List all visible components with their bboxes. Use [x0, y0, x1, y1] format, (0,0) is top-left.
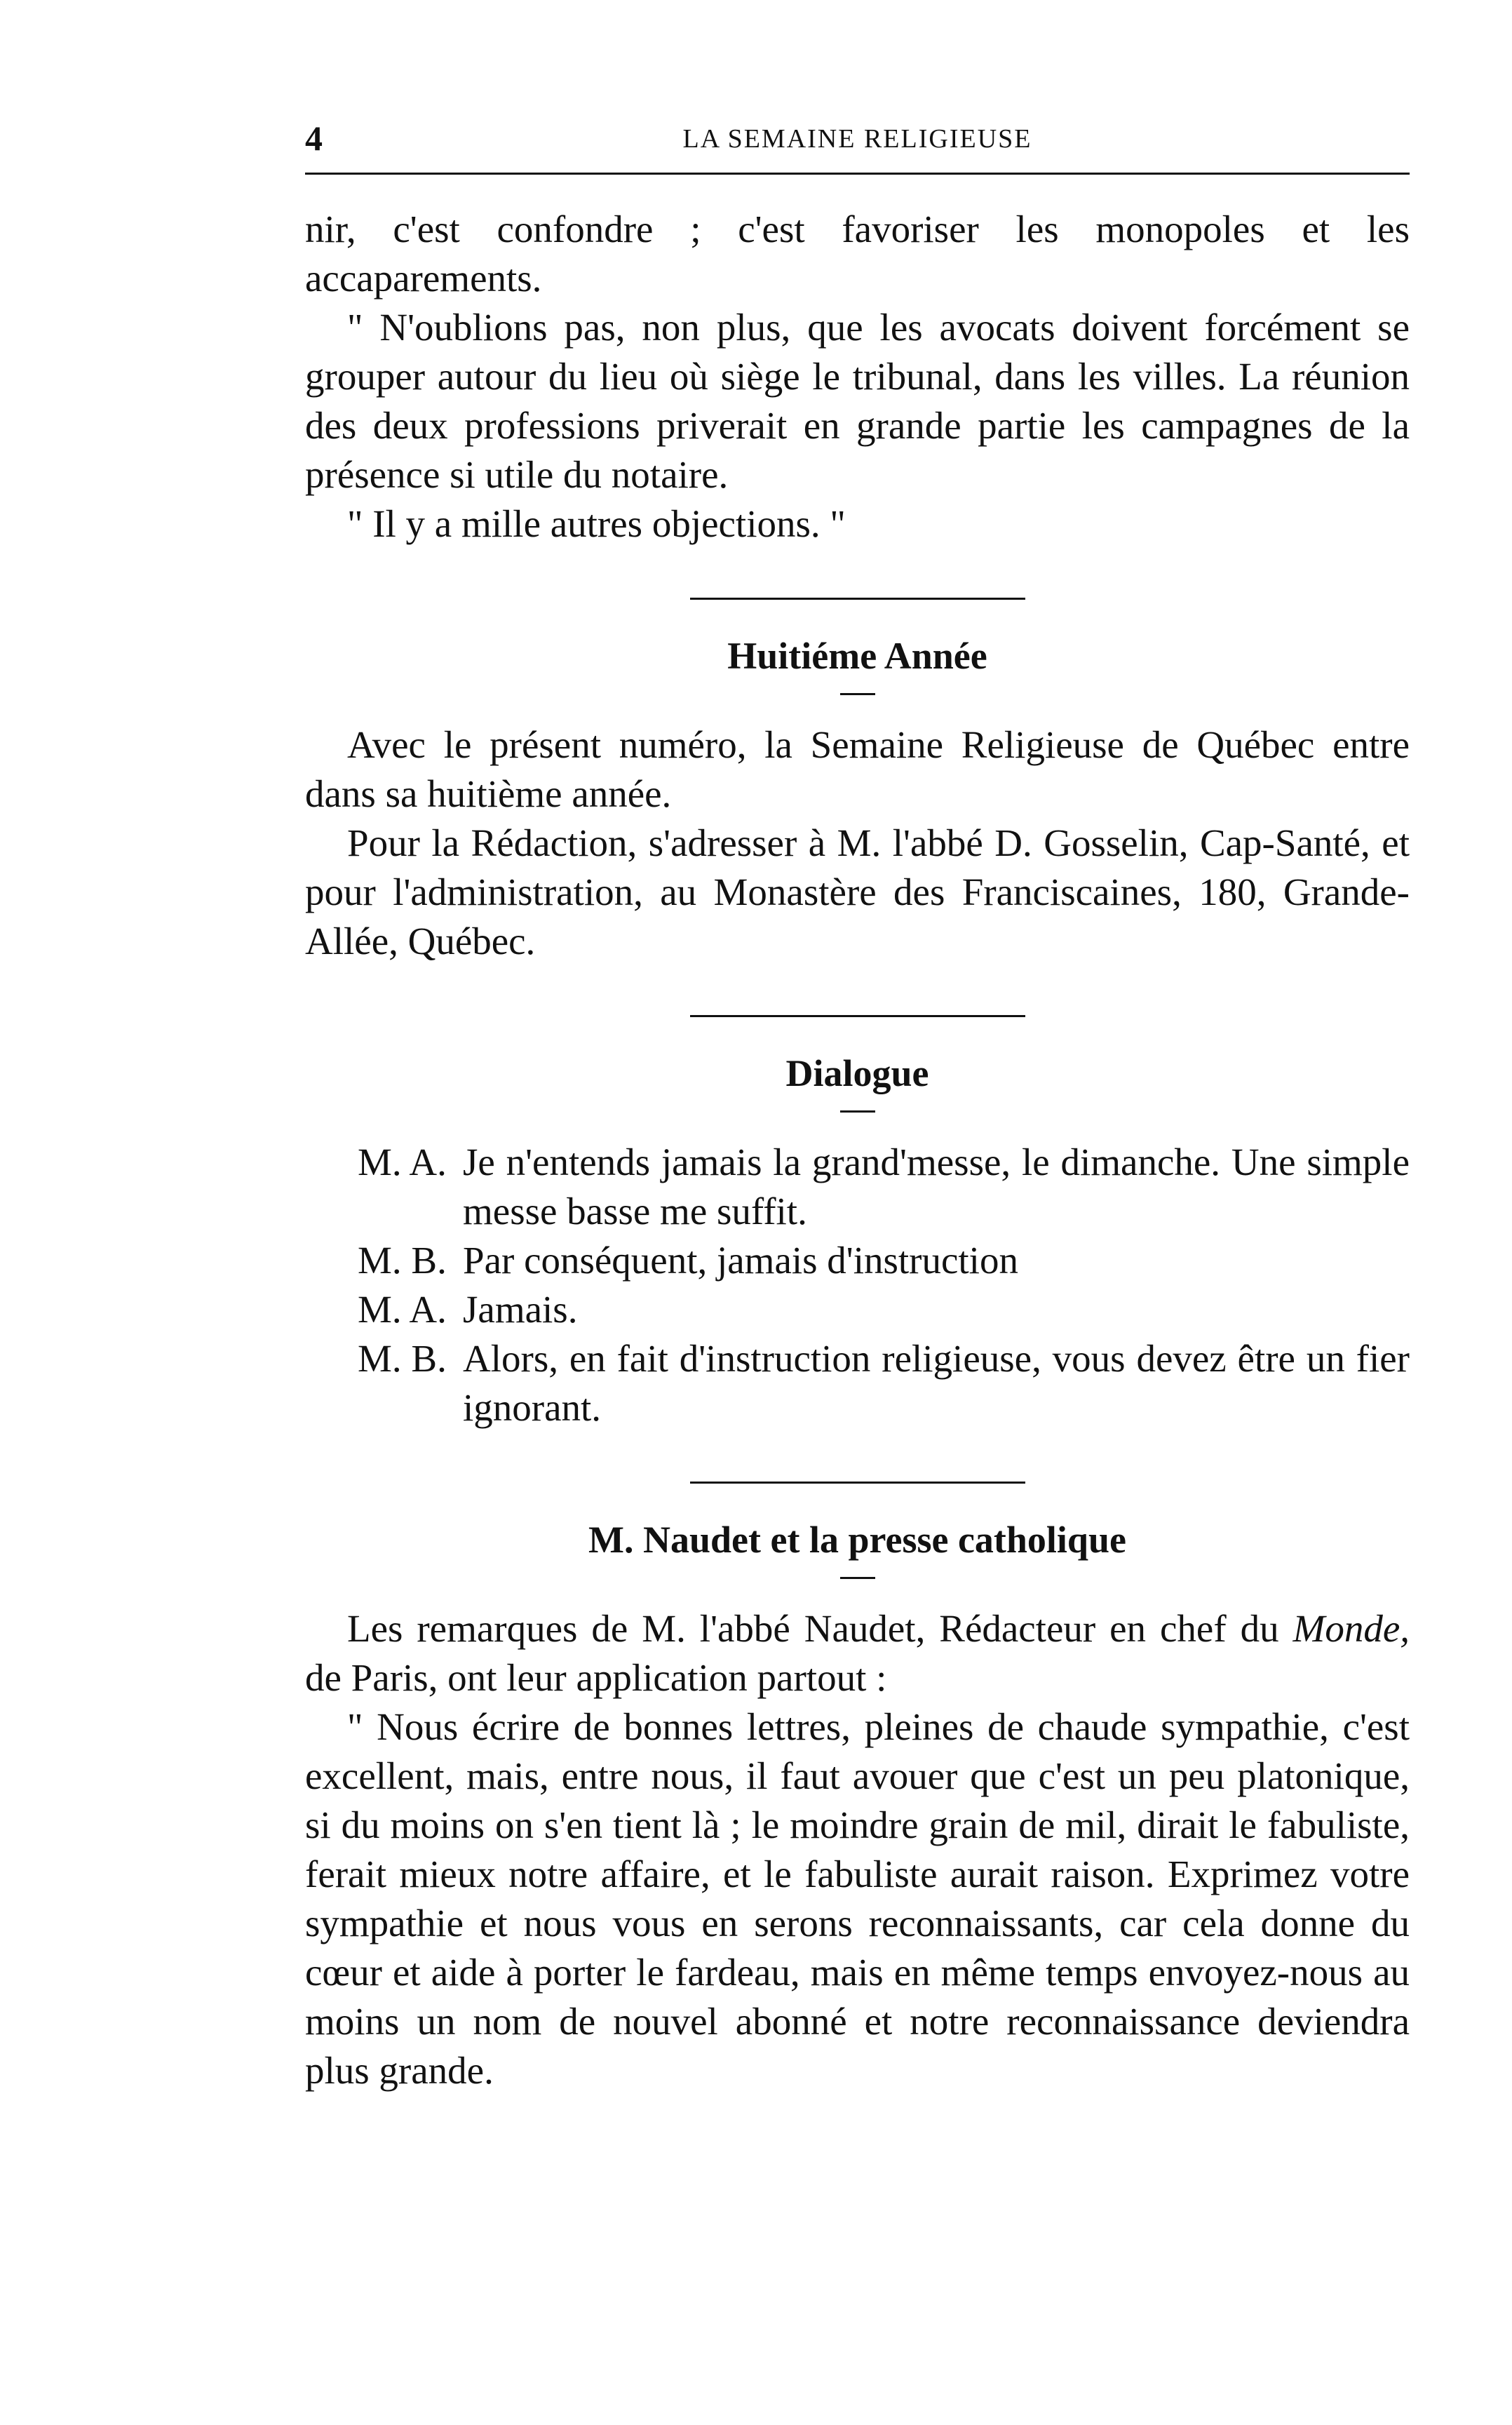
dialogue-speech: Par conséquent, jamais d'instruction [463, 1239, 1018, 1282]
dialogue-speaker: M. B. [358, 1337, 447, 1380]
dialogue-line [358, 1236, 1410, 1285]
dialogue-line [358, 1285, 1410, 1334]
text-run: de Paris, ont leur application partout : [305, 1656, 887, 1699]
paragraph [305, 1604, 1410, 1702]
dialogue-speech: Jamais. [463, 1288, 578, 1331]
title-dash [840, 1577, 875, 1579]
dialogue-speaker: M. A. [358, 1288, 447, 1331]
paragraph: " Il y a mille autres objections. " [347, 502, 846, 545]
dialogue-speaker: M. A. [358, 1141, 447, 1183]
dialogue-line [358, 1334, 1410, 1432]
paragraph: Avec le présent numéro, la Semaine Religieuse de Québec entre dans sa huitième année. [305, 723, 1410, 815]
section-separator [690, 598, 1025, 600]
section-title-naudet: M. Naudet et la presse catholique [588, 1519, 1126, 1561]
dialogue [358, 1138, 1410, 1432]
page [305, 105, 1410, 2092]
dialogue-line [358, 1138, 1410, 1236]
paragraph: Pour la Rédaction, s'adresser à M. l'abbé D. Gosselin, Cap-Santé, et pour l'administration, au Monastère des Franciscaines, 180, Grande-Allée, Québec. [305, 821, 1410, 962]
section-separator [690, 1482, 1025, 1484]
title-dash [840, 1110, 875, 1113]
dialogue-speech: Alors, en fait d'instruction religieuse, vous devez être un fier ignorant. [463, 1337, 1410, 1429]
section-title-huitieme: Huitiéme Année [727, 635, 987, 677]
newspaper-title: Monde, [1292, 1607, 1410, 1650]
dialogue-speaker: M. B. [358, 1239, 447, 1282]
paragraph: " N'oublions pas, non plus, que les avocats doivent forcément se grouper autour du lieu où siège le tribunal, dans les villes. La réunion des deux professions priverait en grande partie les campagnes de la présence si utile du notaire. [305, 306, 1410, 496]
section-separator [690, 1015, 1025, 1017]
page-number: 4 [305, 119, 323, 158]
text-run: Les remarques de M. l'abbé Naudet, Rédacteur en chef du [347, 1607, 1293, 1650]
dialogue-speech: Je n'entends jamais la grand'messe, le dimanche. Une simple messe basse me suffit. [463, 1141, 1410, 1232]
running-title: LA SEMAINE RELIGIEUSE [682, 124, 1032, 154]
page-body [305, 205, 1410, 2095]
paragraph: nir, c'est confondre ; c'est favoriser les monopoles et les accaparements. [305, 208, 1410, 300]
paragraph: " Nous écrire de bonnes lettres, pleines de chaude sympathie, c'est excellent, mais, entre nous, il faut avouer que c'est un peu platonique, si du moins on s'en tient là ; le moindre grain de mil, dirait le fabuliste, ferait mieux notre affaire, et le fabuliste aurait raison. Exprimez votre sympathie et nous vous en serons reconnaissants, car cela donne du cœur et aide à porter le fardeau, mais en même temps envoyez-nous au moins un nom de nouvel abonné et notre reconnaissance deviendra plus grande. [305, 1705, 1410, 2092]
page-header [305, 105, 1410, 168]
title-dash [840, 693, 875, 695]
header-rule [305, 173, 1410, 175]
section-title-dialogue: Dialogue [785, 1052, 929, 1094]
